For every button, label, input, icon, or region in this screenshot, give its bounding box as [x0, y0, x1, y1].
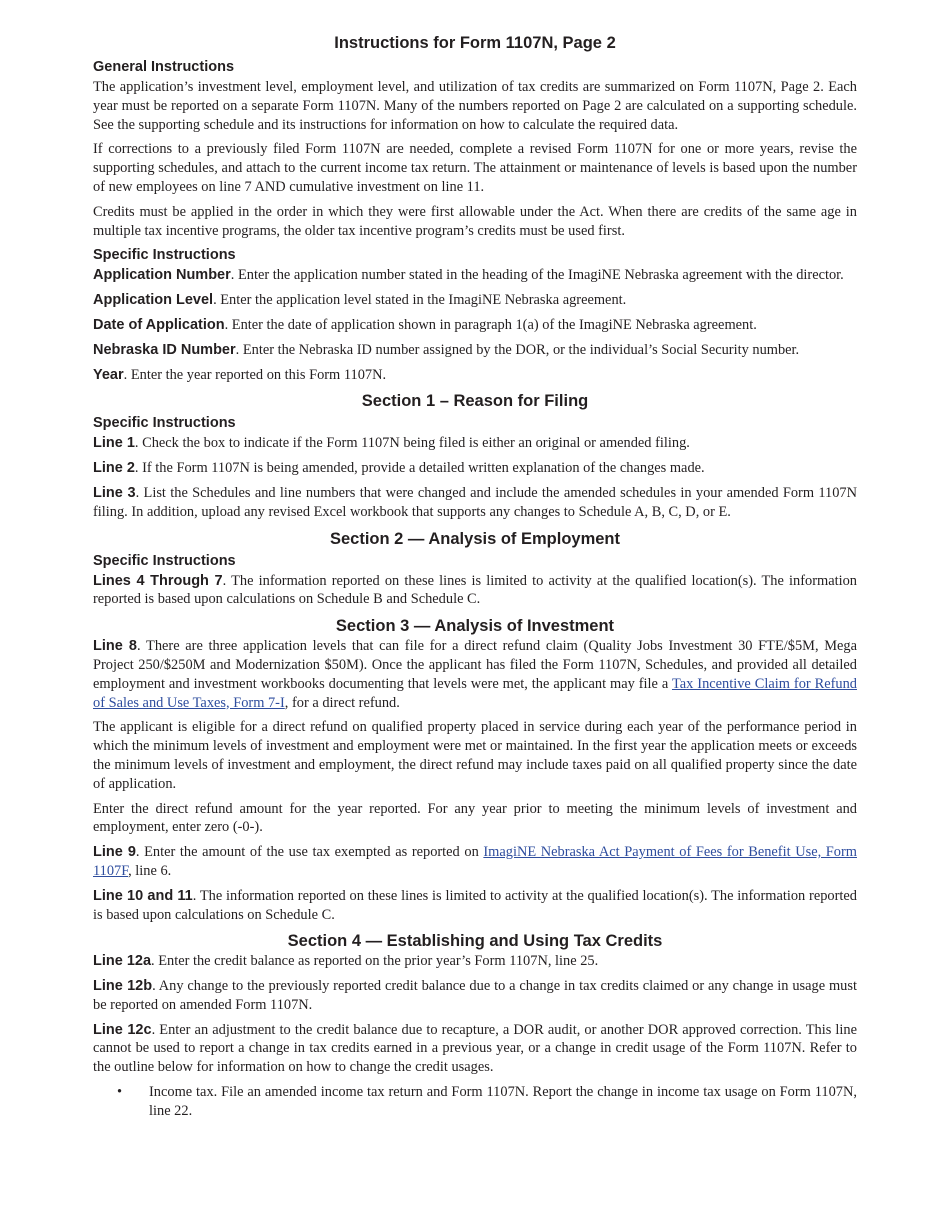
- line-1-instruction: [93, 434, 857, 453]
- direct-refund-amount-paragraph: Enter the direct refund amount for the year reported. For any year prior to meeting the minimum levels of investment and employment, enter zero (-0-).: [93, 800, 857, 836]
- bullet-icon: •: [117, 1084, 123, 1101]
- general-instructions-heading: General Instructions: [93, 59, 235, 75]
- line-9-instruction: [93, 843, 857, 881]
- date-of-application-instruction: [93, 316, 857, 335]
- section-3-heading: Section 3 — Analysis of Investment: [335, 617, 615, 636]
- specific-instructions-heading: Specific Instructions: [93, 247, 236, 264]
- line-8-instruction: [93, 637, 857, 712]
- instruction-label: Line 10 and 11: [93, 887, 193, 904]
- instruction-label: Line 2: [93, 460, 135, 477]
- instruction-text: , line 6.: [128, 862, 172, 879]
- year-instruction: [93, 366, 857, 385]
- instruction-text: . List the Schedules and line numbers that were changed and include the amended schedules in your amended Form 1107N filing. In addition, upload any revised Excel workbook that supports any changes to Schedule A, B, C, D, or E.: [93, 484, 857, 520]
- instruction-text: . Enter an adjustment to the credit balance due to recapture, a DOR audit, or another DOR approved correction. This line cannot be used to report a change in tax credits earned in a previous year, or a change in credit usage of the Form 1107N. Refer to the outline below for information on how to change the credit usages.: [93, 1021, 858, 1076]
- nebraska-id-instruction: [93, 341, 857, 360]
- instruction-label: Line 1: [93, 435, 135, 452]
- instruction-text: . Enter the year reported on this Form 1107N.: [123, 366, 387, 383]
- instruction-text: . Enter the credit balance as reported on the prior year’s Form 1107N, line 25.: [151, 953, 599, 970]
- instruction-label: Date of Application: [93, 316, 225, 333]
- instructions-page: [93, 30, 857, 1121]
- instruction-label: Nebraska ID Number: [93, 341, 236, 358]
- instruction-label: Line 8: [93, 638, 137, 655]
- form-1107f-link[interactable]: ImagiNE Nebraska Act Payment of Fees for Benefit Use, Form 1107F: [93, 844, 857, 879]
- line-3-instruction: [93, 484, 857, 522]
- bullet-text: Income tax. File an amended income tax return and Form 1107N. Report the change in income tax usage on Form 1107N, line 22.: [149, 1084, 857, 1119]
- instruction-text: . Enter the amount of the use tax exempted as reported on: [135, 844, 484, 861]
- income-tax-bullet: [93, 1083, 857, 1121]
- instruction-text: . Check the box to indicate if the Form 1107N being filed is either an original or amended filing.: [134, 435, 690, 452]
- instruction-label: Year: [93, 366, 124, 383]
- form-7i-link[interactable]: Tax Incentive Claim for Refund of Sales and Use Taxes, Form 7-I: [93, 675, 857, 711]
- instruction-text: . Enter the date of application shown in paragraph 1(a) of the ImagiNE Nebraska agreement.: [224, 316, 757, 333]
- general-paragraph-1: The application’s investment level, employment level, and utilization of tax credits are summarized on Form 1107N, Page 2. Each year must be reported on a separate Form 1107N. Many of the numbers reported on Page 2 are calculated on a supporting schedule. See the supporting schedule and its instructions for information on how to calculate the required data.: [93, 79, 857, 133]
- instruction-text: . Enter the application number stated in the heading of the ImagiNE Nebraska agreement with the director.: [230, 267, 844, 284]
- line-2-instruction: [93, 459, 857, 478]
- instruction-text: . Any change to the previously reported credit balance due to a change in tax credits claimed or any change in usage must be reported on amended Form 1107N.: [93, 978, 857, 1013]
- section-1-heading: Section 1 – Reason for Filing: [361, 392, 589, 411]
- line-12c-instruction: [93, 1021, 857, 1077]
- instruction-text: . There are three application levels that can file for a direct refund claim (Quality Jobs Investment 30 FTE/$5M, Mega Project 250/$250M and Modernization $50M). Once the applicant has filed the Form 1107N, Schedules, and provided all detailed employment and investment workbooks documenting that levels were met, the applicant may file a: [93, 638, 857, 692]
- instruction-text: . If the Form 1107N is being amended, provide a detailed written explanation of the changes made.: [134, 460, 705, 477]
- instruction-label: Application Level: [93, 292, 214, 309]
- instruction-label: Line 3: [93, 484, 136, 501]
- instruction-label: Line 12c: [93, 1021, 152, 1038]
- section-2-heading: Section 2 — Analysis of Employment: [329, 529, 621, 548]
- application-number-instruction: [93, 266, 857, 285]
- instruction-text: . The information reported on these lines is limited to activity at the qualified location(s). The information reported is based upon calculations on Schedule C.: [93, 887, 857, 923]
- line-12b-instruction: [93, 977, 857, 1015]
- section-2-subheading: Specific Instructions: [93, 552, 236, 569]
- lines-4-7-instruction: [93, 572, 857, 610]
- section-1-subheading: Specific Instructions: [93, 415, 236, 432]
- instruction-label: Line 9: [93, 844, 136, 861]
- instruction-text: . The information reported on these lines is limited to activity at the qualified location(s). The information reported is based upon calculations on Schedule B and Schedule C.: [93, 572, 857, 608]
- general-paragraph-2: If corrections to a previously filed Form 1107N are needed, complete a revised Form 1107N for one or more years, revise the supporting schedules, and attach to the current income tax return. The attainment or maintenance of levels is based upon the number of new employees on line 7 AND cumulative investment on line 11.: [93, 141, 857, 195]
- instruction-label: Line 12a: [93, 953, 152, 970]
- instruction-text: , for a direct refund.: [284, 694, 400, 711]
- general-paragraph-3: Credits must be applied in the order in which they were first allowable under the Act. When there are credits of the same age in multiple tax incentive programs, the older tax incentive program’s credits must be used first.: [93, 203, 857, 239]
- instruction-label: Application Number: [93, 267, 231, 284]
- lines-10-11-instruction: [93, 887, 857, 925]
- instruction-label: Line 12b: [93, 978, 153, 995]
- instruction-text: . Enter the Nebraska ID number assigned by the DOR, or the individual’s Social Security number.: [235, 341, 800, 358]
- section-4-heading: Section 4 — Establishing and Using Tax Credits: [287, 932, 663, 951]
- instruction-label: Lines 4 Through 7: [93, 572, 223, 589]
- application-level-instruction: [93, 291, 857, 310]
- page-title: Instructions for Form 1107N, Page 2: [334, 34, 616, 52]
- instruction-text: . Enter the application level stated in the ImagiNE Nebraska agreement.: [213, 292, 627, 309]
- line-12a-instruction: [93, 952, 857, 971]
- direct-refund-eligibility-paragraph: The applicant is eligible for a direct refund on qualified property placed in service during each year of the performance period in which the minimum levels of investment and employment were met or maintained. In the first year the application meets or exceeds the minimum levels of investment and employment, the direct refund may include taxes paid on all qualified property since the date of application.: [93, 719, 857, 792]
